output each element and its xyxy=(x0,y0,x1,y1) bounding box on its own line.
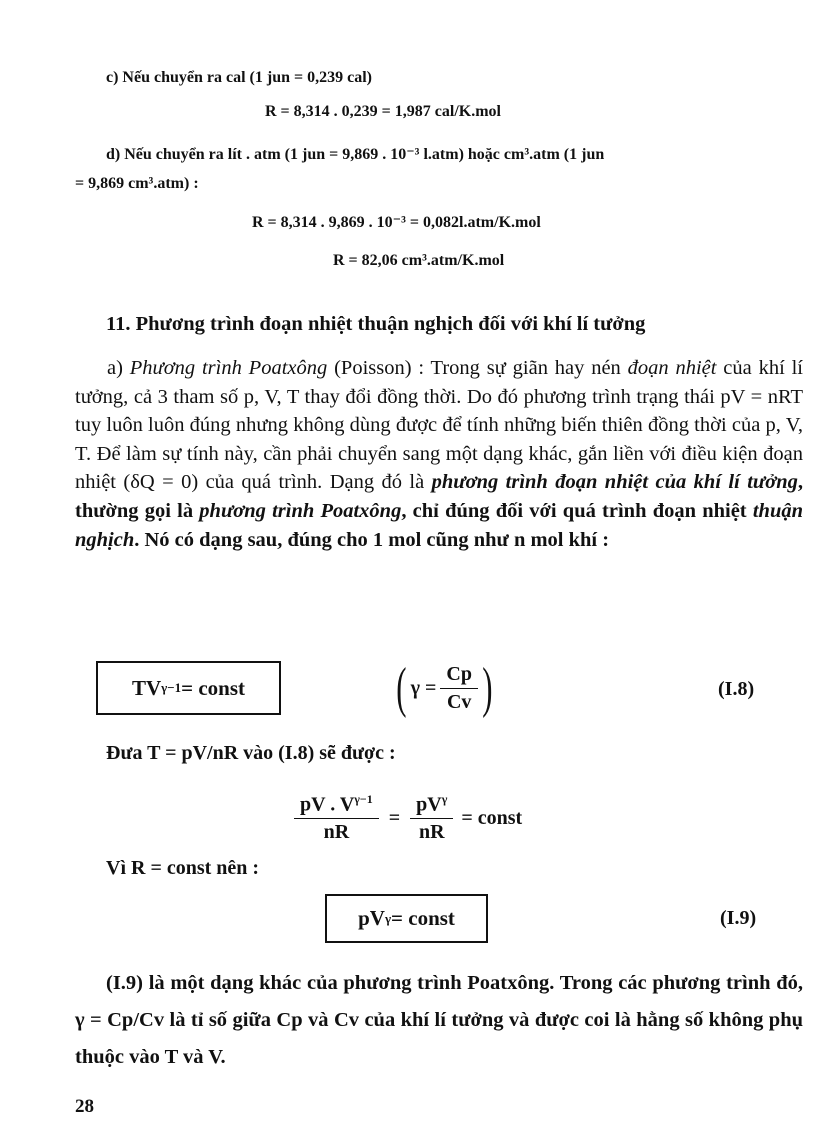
section-d-formula2: R = 82,06 cm³.atm/K.mol xyxy=(333,252,505,269)
section-11-title: 11. Phương trình đoạn nhiệt thuận nghịch đối với khí lí tưởng xyxy=(106,313,646,335)
gamma-numerator: Cp xyxy=(440,663,478,689)
eq-i9-lhs: pV xyxy=(358,906,385,930)
fraction-left-numerator xyxy=(294,792,379,820)
section-d-line1: d) Nếu chuyển ra lít . atm (1 jun = 9,869 . 10⁻³ l.atm) hoặc cm³.atm (1 jun xyxy=(106,146,605,163)
para-a-italic: đoạn nhiệt xyxy=(627,357,717,379)
gamma-denominator: Cv xyxy=(446,690,472,713)
eq-i8-rhs: = const xyxy=(181,675,246,700)
eq-i8-exponent: γ−1 xyxy=(161,680,182,695)
eq-i8-lhs: TV xyxy=(131,675,162,700)
paragraph-a xyxy=(75,354,803,554)
num-right-exponent: γ xyxy=(441,791,448,806)
fraction-right-numerator xyxy=(410,792,453,820)
para-a-bold: . Nó có dạng sau, đúng cho 1 mol cũng như n mol khí : xyxy=(134,528,610,551)
para-a-bold: , chỉ đúng đối với quá trình đoạn nhiệt xyxy=(401,499,753,522)
para-a-text: (Poisson) : Trong sự giãn hay nén xyxy=(327,357,628,379)
gamma-fraction xyxy=(440,663,478,714)
num-right-base: pV xyxy=(416,793,442,816)
para-a-bold: , thường gọi là xyxy=(75,471,803,522)
since-line: Vì R = const nên : xyxy=(106,857,260,879)
equals-const: = const xyxy=(461,806,523,829)
para-a-text: a) xyxy=(107,357,130,379)
substitution-line: Đưa T = pV/nR vào (I.8) sẽ được : xyxy=(106,742,396,764)
equation-i9-box xyxy=(325,894,488,943)
section-c-heading: c) Nếu chuyển ra cal (1 jun = 0,239 cal) xyxy=(106,69,372,86)
equation-i8-tag: (I.8) xyxy=(718,678,755,700)
para-a-bold-italic: thuận nghịch xyxy=(75,499,803,551)
page-number: 28 xyxy=(75,1096,94,1117)
fraction-right-denominator: nR xyxy=(418,821,445,844)
fraction-right xyxy=(410,792,453,845)
equals-sign: = xyxy=(388,806,401,829)
right-paren: ) xyxy=(482,657,493,719)
para-a-italic: Phương trình Poatxông xyxy=(129,357,328,379)
num-left-base: pV . V xyxy=(300,793,355,816)
equation-i8-box xyxy=(96,661,281,715)
eq-i9-rhs: = const xyxy=(391,906,455,930)
section-d-formula1: R = 8,314 . 9,869 . 10⁻³ = 0,082l.atm/K.mol xyxy=(252,214,541,231)
gamma-definition xyxy=(392,652,497,724)
gamma-symbol: γ = xyxy=(410,676,437,699)
para-a-bold-italic: phương trình Poatxông xyxy=(199,499,402,522)
left-paren: ( xyxy=(396,657,407,719)
closing-text: (I.9) là một dạng khác của phương trình Poatxông. Trong các phương trình đó, γ = Cp/Cv là tỉ số giữa Cp và Cv của khí lí tưởng và được coi là hằng số không phụ thuộc vào T và V. xyxy=(75,972,803,1068)
closing-paragraph xyxy=(75,965,803,1076)
fraction-left xyxy=(294,792,379,845)
section-c-formula: R = 8,314 . 0,239 = 1,987 cal/K.mol xyxy=(265,103,501,120)
para-a-bold-italic: phương trình đoạn nhiệt của khí lí tưởng xyxy=(431,471,798,494)
eq-i9-exponent: γ xyxy=(384,910,392,926)
num-left-exponent: γ−1 xyxy=(354,791,373,806)
fraction-left-denominator: nR xyxy=(323,821,350,844)
section-d-line2: = 9,869 cm³.atm) : xyxy=(75,175,199,192)
para-a-text: của khí lí tưởng, cả 3 tham số p, V, T thay đổi đồng thời. Do đó phương trình trạng thái pV = nRT tuy luôn luôn đúng nhưng không dùng được để tính những biến thiên đồng thời của p, V, T. Để làm sự tính này, cần phải chuyển sang một dạng khác, gắn liền với điều kiện đoạn nhiệt (δQ = 0) của quá trình. Dạng đó là xyxy=(75,357,803,494)
equation-middle xyxy=(294,785,522,851)
equation-i9-tag: (I.9) xyxy=(720,907,757,929)
